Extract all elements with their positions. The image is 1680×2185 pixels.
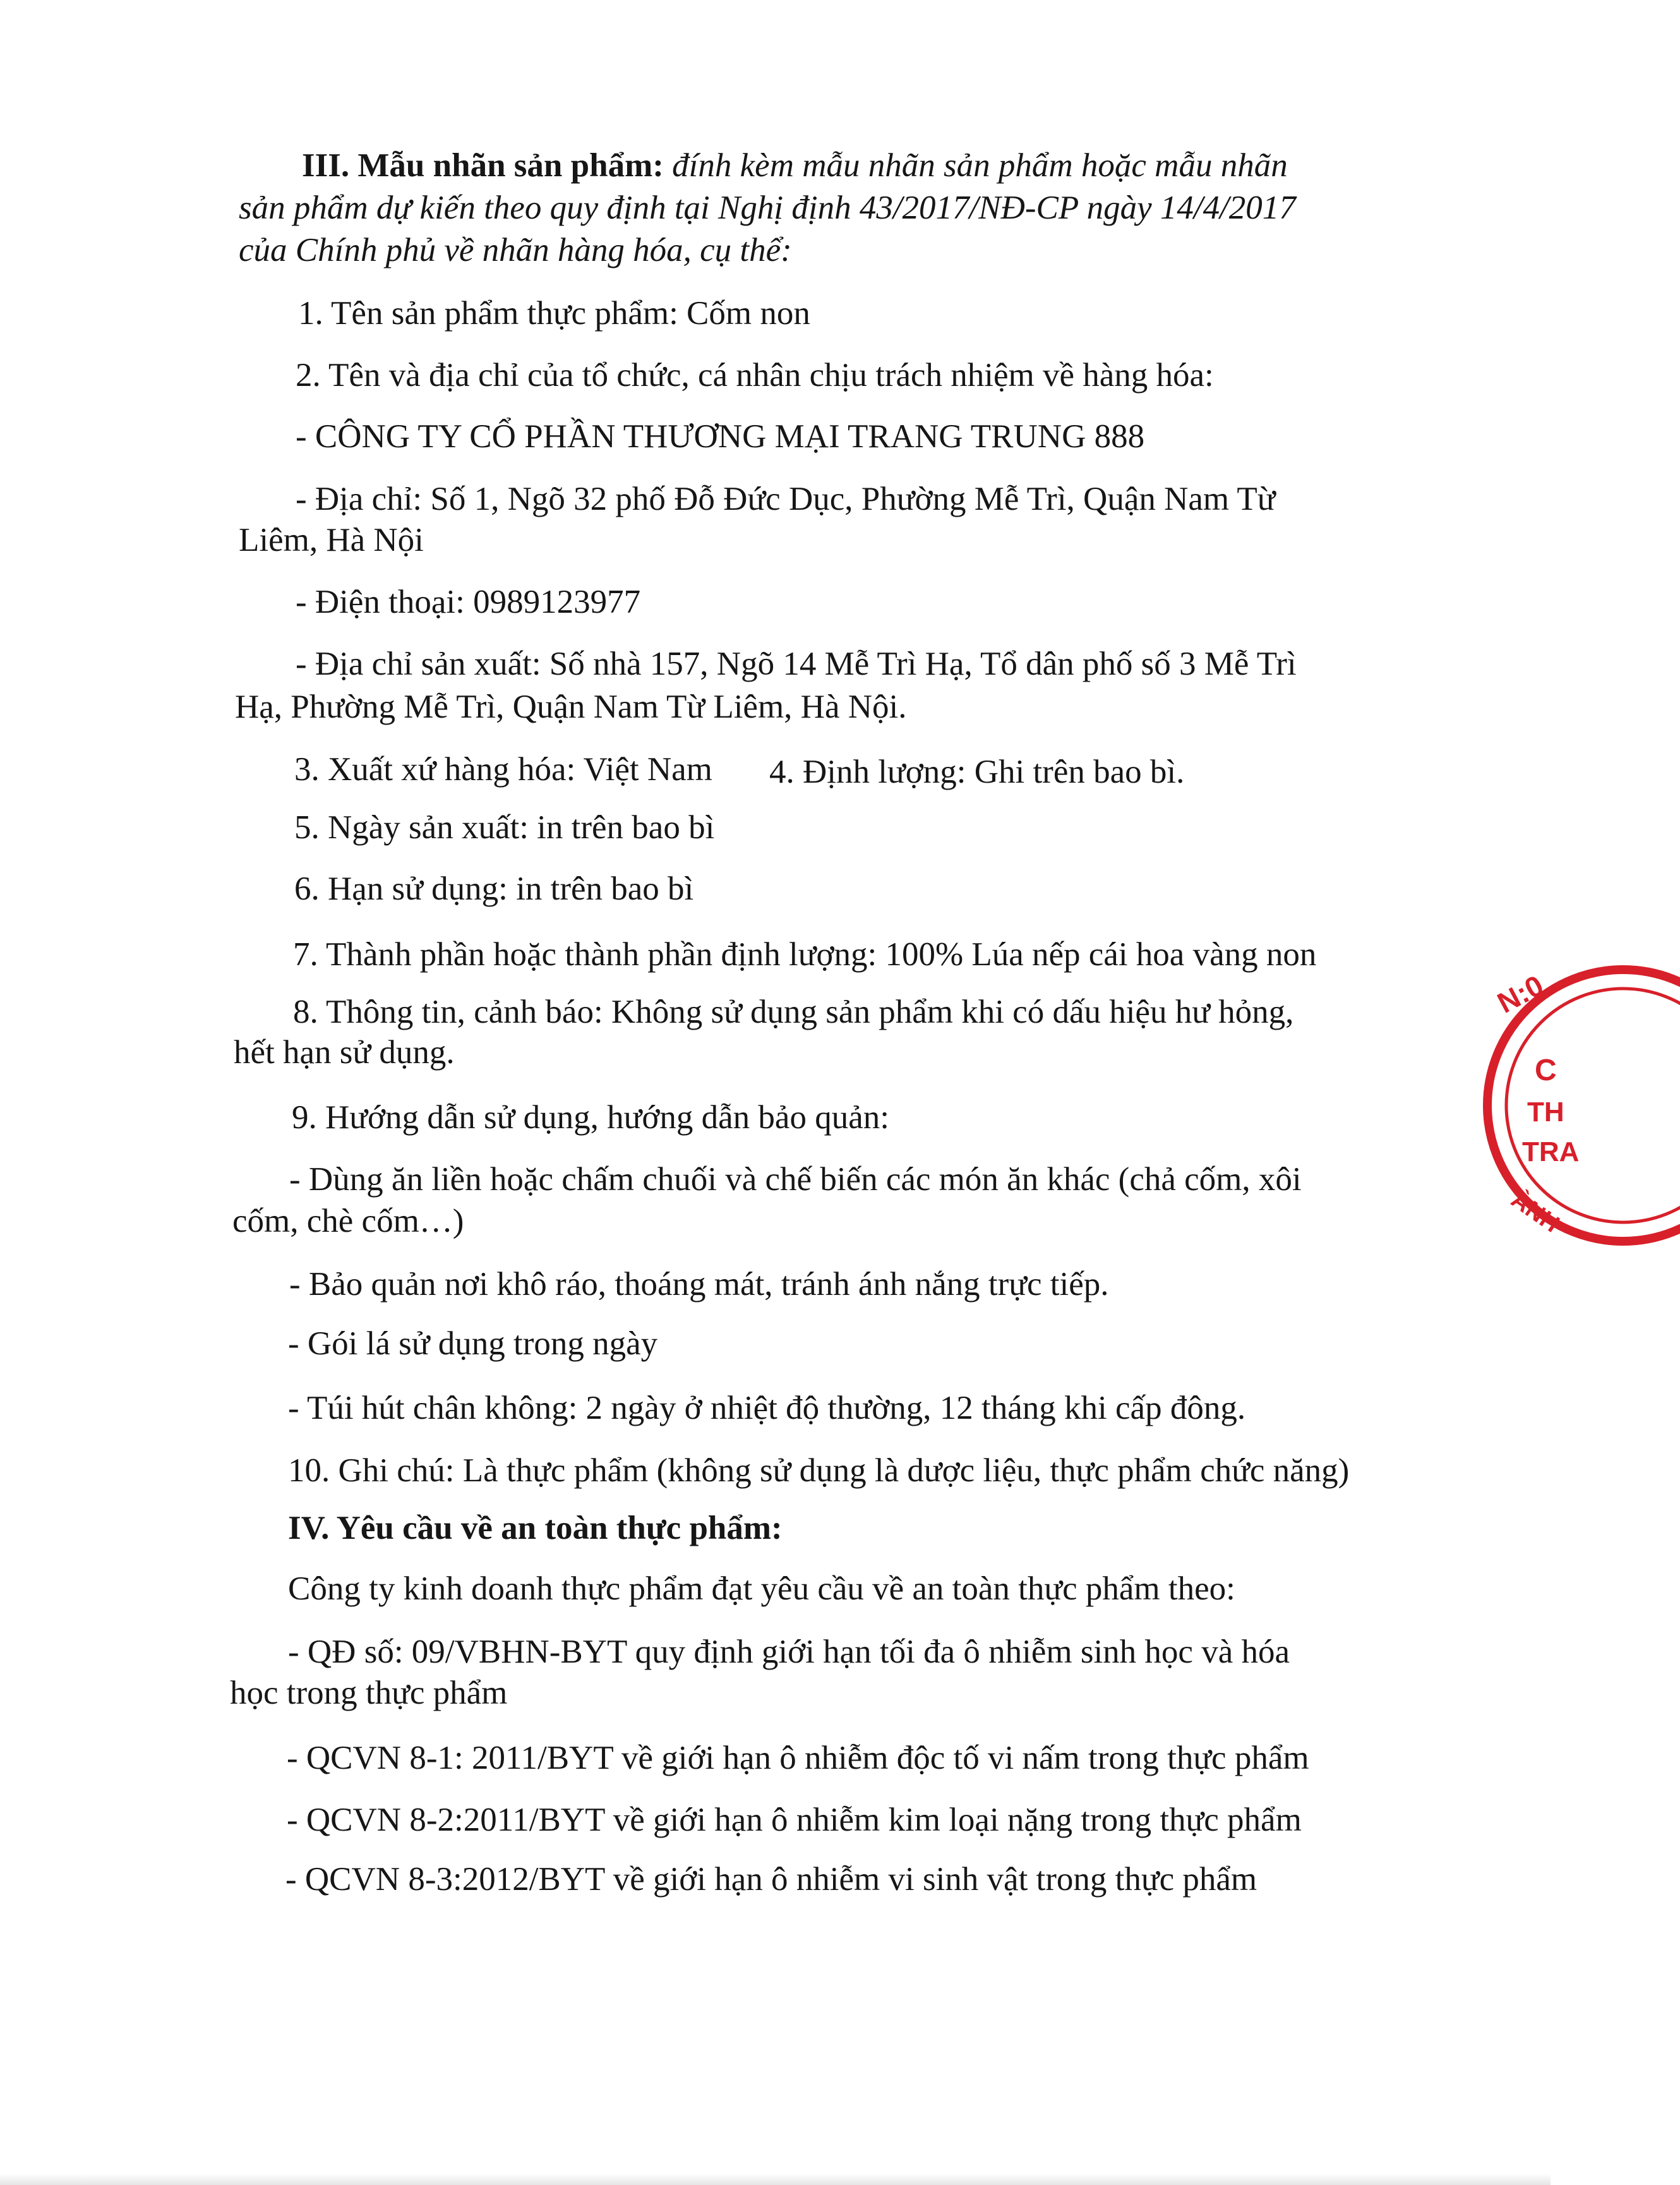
- section-3-heading-italic: đính kèm mẫu nhãn sản phẩm hoặc mẫu nhãn: [663, 147, 1288, 184]
- section-3-heading-line-3: của Chính phủ về nhãn hàng hóa, cụ thể:: [239, 232, 792, 268]
- item-3-origin: 3. Xuất xứ hàng hóa: Việt Nam: [294, 751, 712, 788]
- leaf-wrap-instruction: - Gói lá sử dụng trong ngày: [288, 1325, 658, 1362]
- item-6-expiry-date: 6. Hạn sử dụng: in trên bao bì: [294, 870, 694, 907]
- svg-text:TH: TH: [1527, 1097, 1564, 1128]
- item-9-instructions: 9. Hướng dẫn sử dụng, hướng dẫn bảo quản:: [292, 1099, 889, 1136]
- svg-text:N:0: N:0: [1492, 968, 1549, 1020]
- regulation-4: - QCVN 8-3:2012/BYT về giới hạn ô nhiễm vi sinh vật trong thực phẩm: [285, 1861, 1257, 1898]
- section-4-heading: IV. Yêu cầu về an toàn thực phẩm:: [288, 1510, 783, 1546]
- vacuum-pack-instruction: - Túi hút chân không: 2 ngày ở nhiệt độ thường, 12 tháng khi cấp đông.: [288, 1390, 1246, 1426]
- section-3-heading: [302, 146, 1288, 185]
- item-1-product-name: 1. Tên sản phẩm thực phẩm: Cốm non: [298, 295, 810, 332]
- item-10-note: 10. Ghi chú: Là thực phẩm (không sử dụng là dược liệu, thực phẩm chức năng): [288, 1452, 1350, 1489]
- section-3-heading-line-2: sản phẩm dự kiến theo quy định tại Nghị định 43/2017/NĐ-CP ngày 14/4/2017: [239, 190, 1296, 226]
- regulation-3: - QCVN 8-2:2011/BYT về giới hạn ô nhiễm kim loại nặng trong thực phẩm: [287, 1802, 1302, 1838]
- company-address-line-2: Liêm, Hà Nội: [239, 522, 424, 558]
- item-5-production-date: 5. Ngày sản xuất: in trên bao bì: [294, 809, 715, 846]
- company-stamp: [1472, 960, 1580, 1251]
- item-8-warning-line-2: hết hạn sử dụng.: [234, 1034, 455, 1071]
- storage-instruction: - Bảo quản nơi khô ráo, thoáng mát, tránh ánh nắng trực tiếp.: [289, 1266, 1109, 1303]
- item-4-quantity: 4. Định lượng: Ghi trên bao bì.: [769, 754, 1185, 790]
- svg-text:C: C: [1535, 1054, 1557, 1087]
- section-4-intro: Công ty kinh doanh thực phẩm đạt yêu cầu về an toàn thực phẩm theo:: [288, 1570, 1235, 1607]
- section-3-heading-bold: III. Mẫu nhãn sản phẩm:: [302, 147, 664, 184]
- company-name: - CÔNG TY CỔ PHẦN THƯƠNG MẠI TRANG TRUNG 888: [296, 418, 1145, 455]
- item-8-warning-line-1: 8. Thông tin, cảnh báo: Không sử dụng sản phẩm khi có dấu hiệu hư hỏng,: [293, 994, 1294, 1030]
- item-2-responsible-party: 2. Tên và địa chỉ của tổ chức, cá nhân chịu trách nhiệm về hàng hóa:: [296, 357, 1214, 394]
- regulation-1-line-2: học trong thực phẩm: [230, 1675, 508, 1711]
- scan-bottom-edge: [0, 2174, 1551, 2185]
- company-address-line-1: - Địa chỉ: Số 1, Ngõ 32 phố Đỗ Đức Dục, Phường Mễ Trì, Quận Nam Từ: [296, 481, 1276, 517]
- regulation-2: - QCVN 8-1: 2011/BYT về giới hạn ô nhiễm độc tố vi nấm trong thực phẩm: [287, 1740, 1309, 1776]
- production-address-line-1: - Địa chỉ sản xuất: Số nhà 157, Ngõ 14 Mễ Trì Hạ, Tổ dân phố số 3 Mễ Trì: [296, 646, 1297, 682]
- stamp-seal-icon: [1472, 960, 1680, 1251]
- usage-line-2: cốm, chè cốm…): [232, 1203, 464, 1239]
- item-7-ingredients: 7. Thành phần hoặc thành phần định lượng: 100% Lúa nếp cái hoa vàng non: [293, 936, 1317, 973]
- svg-text:TRA: TRA: [1522, 1136, 1580, 1167]
- company-phone: - Điện thoại: 0989123977: [296, 584, 641, 620]
- svg-text:ÀNH: ÀNH: [1506, 1186, 1564, 1238]
- regulation-1-line-1: - QĐ số: 09/VBHN-BYT quy định giới hạn tối đa ô nhiễm sinh học và hóa: [288, 1634, 1290, 1670]
- usage-line-1: - Dùng ăn liền hoặc chấm chuối và chế biến các món ăn khác (chả cốm, xôi: [289, 1161, 1302, 1198]
- production-address-line-2: Hạ, Phường Mễ Trì, Quận Nam Từ Liêm, Hà Nội.: [235, 689, 907, 725]
